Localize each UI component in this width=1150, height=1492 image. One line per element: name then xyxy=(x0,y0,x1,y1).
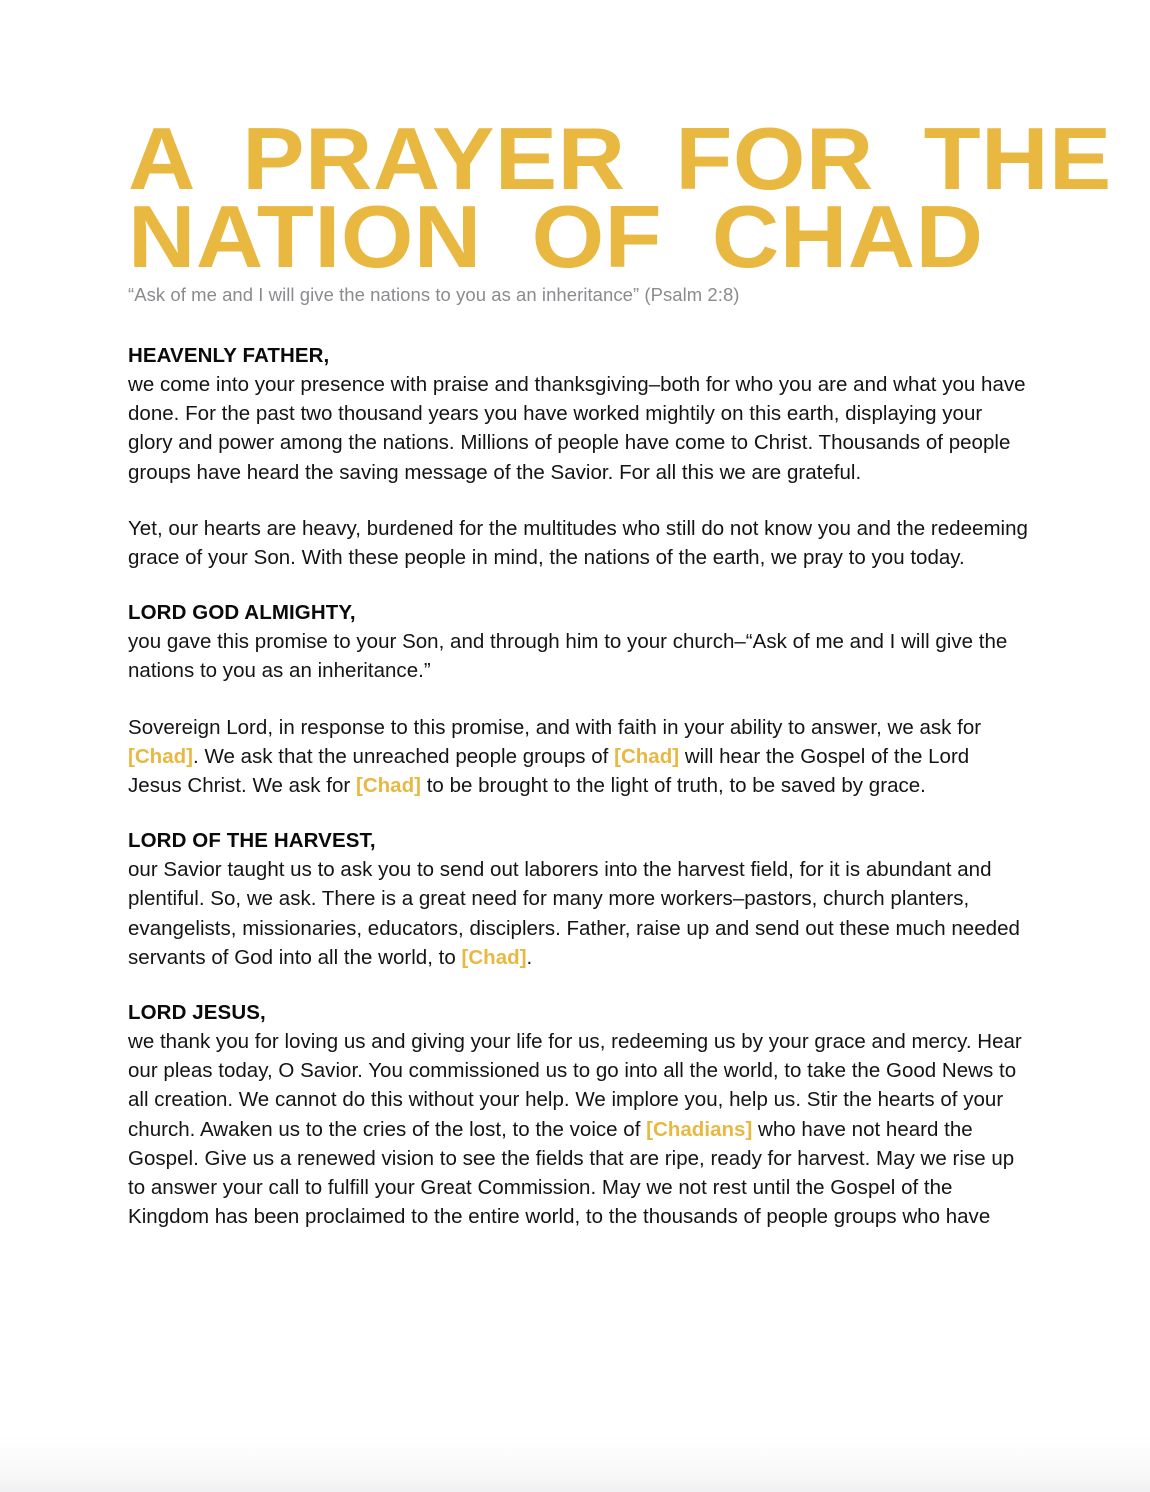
document-content xyxy=(128,0,1112,1232)
nation-token: [Chad] xyxy=(128,744,194,768)
section-heading: LORD JESUS, xyxy=(128,1001,266,1025)
nation-token: [Chad] xyxy=(461,945,527,969)
prayer-section xyxy=(128,599,1028,800)
prayer-paragraph xyxy=(128,855,1028,972)
paragraph-text: our Savior taught us to ask you to send out laborers into the harvest field, for it is abundant and plentiful. So, we ask. There is a great need for many more workers–pastors, church planters, evangelists, missionaries, educators, disciplers. Father, raise up and send out these much needed servants of God into all the world, to xyxy=(128,858,1020,969)
title-block xyxy=(128,0,1112,306)
paragraph-text: . xyxy=(526,945,533,969)
prayer-paragraph xyxy=(128,514,1028,572)
prayer-paragraph xyxy=(128,370,1028,487)
paragraph-text: Sovereign Lord, in response to this promise, and with faith in your ability to answer, we ask for xyxy=(128,715,982,739)
prayer-section xyxy=(128,342,1028,572)
nation-token: [Chad] xyxy=(614,744,680,768)
nation-token: [Chad] xyxy=(355,773,421,797)
prayer-section xyxy=(128,999,1028,1231)
section-heading: HEAVENLY FATHER, xyxy=(128,343,330,367)
paragraph-text: who have not heard the Gospel. Give us a renewed vision to see the fields that are ripe, ready for harvest. May we rise up to answer your call to fulfill your Great Commission. May we not rest until the Gospel of the Kingdom has been proclaimed to the entire world, to the thousands of people groups who have xyxy=(128,1117,1015,1229)
prayer-paragraph xyxy=(128,1027,1028,1231)
paragraph-text: . We ask that the unreached people groups of xyxy=(193,744,615,768)
page-edge-shadow xyxy=(0,1436,1150,1492)
scripture-subtitle: “Ask of me and I will give the nations to you as an inheritance” (Psalm 2:8) xyxy=(128,283,740,305)
paragraph-text: will hear the Gospel of the Lord Jesus Christ. We ask for xyxy=(128,744,970,797)
paragraph-text: you gave this promise to your Son, and through him to your church–“Ask of me and I will give the nations to you as an inheritance.” xyxy=(128,630,1008,683)
page-title-line-2: NATION OF CHAD xyxy=(128,186,984,286)
page-title-line-1: A PRAYER FOR THE xyxy=(128,109,1112,208)
paragraph-text: Yet, our hearts are heavy, burdened for the multitudes who still do not know you and the redeeming grace of your Son. With these people in mind, the nations of the earth, we pray to you today. xyxy=(128,516,1028,569)
paragraph-text: we come into your presence with praise and thanksgiving–both for who you are and what you have done. For the past two thousand years you have worked mightily on this earth, displaying your glory and power among the nations. Millions of people have come to Christ. Thousands of people groups have heard the saving message of the Savior. For all this we are grateful. xyxy=(128,372,1026,484)
prayer-paragraph xyxy=(128,713,1028,801)
paragraph-text: we thank you for loving us and giving your life for us, redeeming us by your grace and mercy. Hear our pleas today, O Savior. You commissioned us to go into all the world, to take the Good News to all creation. We cannot do this without your help. We implore you, help us. Stir the hearts of your church. Awaken us to the cries of the lost, to the voice of xyxy=(128,1030,1022,1141)
prayer-body xyxy=(128,342,1028,1232)
section-heading: LORD GOD ALMIGHTY, xyxy=(128,601,356,625)
nation-token: [Chadians] xyxy=(646,1117,753,1141)
paragraph-text: to be brought to the light of truth, to be saved by grace. xyxy=(421,773,926,797)
prayer-paragraph xyxy=(128,627,1028,685)
section-heading: LORD OF THE HARVEST, xyxy=(128,829,376,853)
prayer-section xyxy=(128,827,1028,972)
